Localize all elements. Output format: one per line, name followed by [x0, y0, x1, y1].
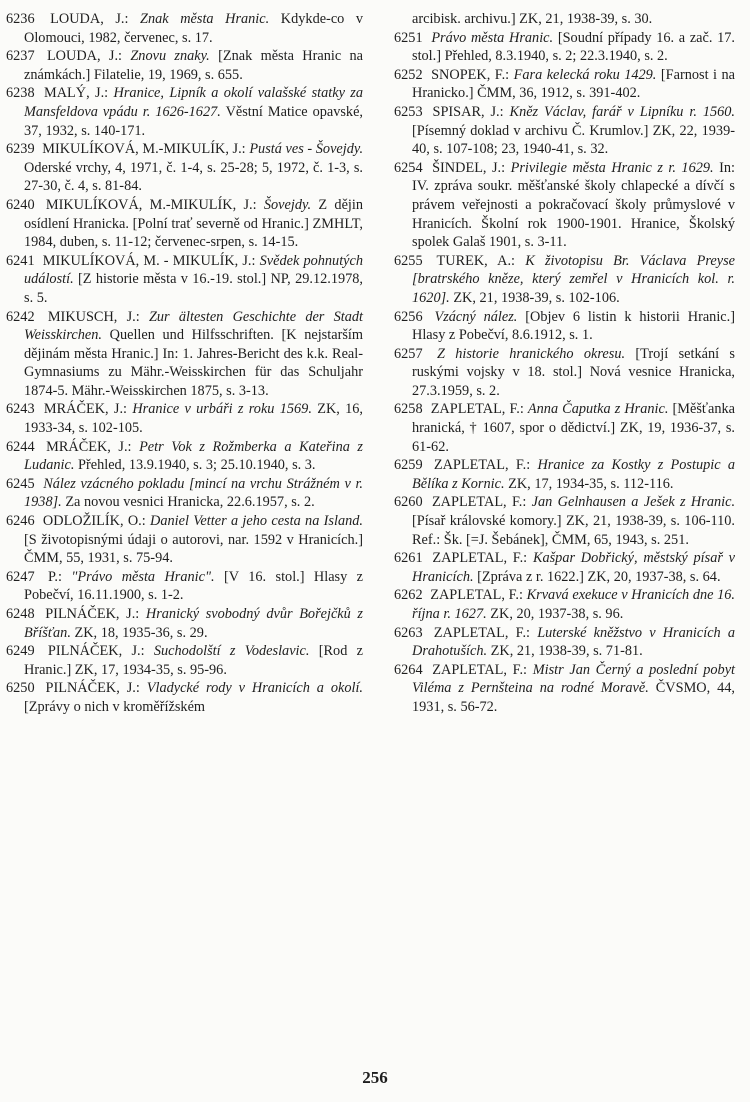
entry-title: Anna Čaputka z Hranic.	[527, 401, 669, 418]
entry-author: PILNÁČEK, J.:	[47, 643, 145, 660]
entry-details: In: IV. zpráva soukr. měšťanské školy chlapecké a dívčí s právem veřejnosti a pokračovací školy průmyslové v Hranicích. Školní rok 1900-1901. Hranice, Školský spolek Galaš 1901, s. 3-11.	[412, 159, 735, 251]
entry-author: ŠINDEL, J.:	[432, 159, 506, 176]
entry-title: Právo města Hranic.	[431, 29, 554, 46]
entry-number: 6241	[6, 252, 35, 269]
bibliography-entry	[6, 400, 363, 437]
entry-author: ZAPLETAL, F.:	[433, 624, 531, 641]
entry-details: ZK, 16, 1933-34, s. 102-105.	[24, 401, 364, 437]
bibliography-entry	[394, 345, 735, 401]
entry-details: [Zprávy o nich v kroměřížském	[24, 698, 206, 715]
entry-title: Privilegie města Hranic z r. 1629.	[510, 159, 714, 176]
bibliography-entry	[394, 10, 735, 29]
entry-title: Daniel Vetter a jeho cesta na Island.	[150, 513, 363, 530]
bibliography-entry	[394, 456, 735, 493]
entry-title: Hranice v urbáři z roku 1569.	[132, 401, 312, 418]
entry-author: SNOPEK, F.:	[431, 66, 510, 83]
entry-number: 6245	[6, 475, 35, 492]
entry-title: Hranice, Lipník a okolí valašské statky za Mansfeldova vpádu r. 1626-1627.	[24, 85, 364, 120]
entry-number: 6244	[6, 438, 35, 455]
entry-details: ZK, 21, 1938-39, s. 102-106.	[453, 289, 620, 306]
entry-details: Přehled, 13.9.1940, s. 3; 25.10.1940, s. 3.	[78, 457, 316, 474]
bibliography-entry	[6, 605, 363, 642]
entry-title: Svědek pohnutých událostí.	[24, 252, 364, 288]
bibliography-entry	[394, 586, 735, 623]
entry-author: MRÁČEK, J.:	[46, 438, 132, 455]
entry-title: Vzácný nález.	[434, 308, 518, 325]
entry-title: Nález vzácného pokladu [mincí na vrchu Strážném v r. 1938].	[24, 475, 363, 511]
bibliography-entry	[6, 84, 363, 140]
left-column	[6, 10, 363, 717]
entry-title: K životopisu Br. Václava Preyse [bratrského kněze, který zemřel v Hranicích kol. r. 1620].	[412, 252, 736, 306]
bibliography-entry	[394, 661, 735, 717]
entry-number: 6248	[6, 606, 35, 622]
bibliography-entry	[6, 252, 363, 308]
entry-title: Petr Vok z Rožmberka a Kateřina z Ludanic.	[24, 438, 363, 474]
entry-author: PILNÁČEK, J.:	[45, 606, 140, 622]
entry-title: Znak města Hranic.	[140, 11, 270, 27]
entry-author: P.:	[48, 568, 62, 585]
bibliography-entry	[394, 308, 735, 345]
entry-details: Věstní Matice opavské, 37, 1932, s. 140-171.	[24, 103, 363, 139]
entry-author: TUREK, A.:	[436, 252, 516, 269]
entry-number: 6255	[394, 252, 423, 269]
entry-details: [V 16. stol.] Hlasy z Pobečví, 16.11.1900, s. 1-2.	[24, 568, 364, 604]
entry-number: 6251	[394, 29, 423, 46]
bibliography-entry	[394, 252, 735, 308]
bibliography-entry	[6, 308, 363, 401]
entry-author: ZAPLETAL, F.:	[431, 494, 527, 511]
entry-details: [Farnost i na Hranicko.] ČMM, 36, 1912, s. 391-402.	[412, 66, 735, 102]
entry-number: 6242	[6, 308, 35, 325]
entry-details: [Zpráva z r. 1622.] ZK, 20, 1937-38, s. 64.	[477, 568, 721, 585]
entry-author: ODLOŽILÍK, O.:	[42, 513, 146, 530]
entry-title: Šovejdy.	[263, 196, 312, 213]
entry-title: Z historie hranického okresu.	[436, 345, 626, 362]
entry-details: [Písař královské komory.] ZK, 21, 1938-39, s. 106-110. Ref.: Šk. [=J. Šebánek], ČMM, 65, 1943, s. 251.	[412, 513, 735, 548]
entry-title: Zur ältesten Geschichte der Stadt Weisskirchen.	[24, 308, 364, 344]
page-number: 256	[362, 1068, 388, 1087]
entry-author: PILNÁČEK, J.:	[45, 680, 140, 697]
entry-title: Krvavá exekuce v Hranicích dne 16. října r. 1627.	[412, 587, 736, 622]
entry-details: [Písemný doklad v archivu Č. Krumlov.] ZK, 22, 1939-40, s. 107-108; 23, 1940-41, s. 32.	[412, 122, 735, 158]
entry-details: Kdykde-co v Olomouci, 1982, červenec, s. 17.	[24, 11, 364, 46]
entry-author: ZAPLETAL, F.:	[430, 587, 523, 604]
entry-title: "Právo města Hranic".	[71, 568, 215, 585]
entry-details: [Rod z Hranic.] ZK, 17, 1934-35, s. 95-96.	[24, 643, 363, 678]
entry-title: Kašpar Dobřický, městský písař v Hranicích.	[412, 550, 736, 585]
entry-author: MIKULÍKOVÁ, M.-MIKULÍK, J.:	[42, 141, 246, 158]
entry-number: 6246	[6, 513, 35, 530]
entry-title: Fara kelecká roku 1429.	[513, 66, 657, 83]
entry-number: 6261	[394, 550, 423, 567]
entry-number: 6262	[394, 587, 423, 604]
entry-details: Za novou vesnici Hranicka, 22.6.1957, s. 2.	[65, 494, 315, 511]
entry-author: MIKULÍKOVÁ, M. - MIKULÍK, J.:	[42, 252, 256, 269]
entry-author: SPISAR, J.:	[432, 103, 504, 120]
entry-details: Z dějin osídlení Hranicka. [Polní trať severně od Hranic.] ZMHLT, 1984, duben, s. 11-12; červenec-srpen, s. 14-15.	[24, 196, 364, 251]
entry-number: 6253	[394, 103, 423, 120]
entry-title: Vladycké rody v Hranicích a okolí.	[146, 680, 363, 697]
entry-number: 6254	[394, 159, 423, 176]
entry-number: 6239	[6, 141, 35, 158]
entry-details: ZK, 21, 1938-39, s. 71-81.	[490, 643, 643, 660]
entry-number: 6236	[6, 11, 35, 27]
entry-details: ZK, 17, 1934-35, s. 112-116.	[508, 475, 674, 492]
bibliography-entry	[6, 196, 363, 252]
bibliography-entry	[394, 29, 735, 66]
entry-author: ZAPLETAL, F.:	[433, 457, 531, 474]
entry-number: 6252	[394, 66, 423, 83]
entry-number: 6256	[394, 308, 423, 325]
entry-number: 6264	[394, 661, 423, 678]
right-column	[394, 10, 735, 717]
bibliography-entry	[394, 66, 735, 103]
entry-title: Luterské kněžstvo v Hranicích a Drahotuších.	[412, 624, 736, 660]
entry-number: 6250	[6, 680, 35, 697]
entry-author: LOUDA, J.:	[46, 48, 122, 65]
bibliography-entry	[6, 47, 363, 84]
entry-title: Pustá ves - Šovejdy.	[249, 141, 364, 158]
entry-number: 6240	[6, 196, 35, 213]
entry-author: MIKUSCH, J.:	[47, 308, 140, 325]
entry-details: [Z historie města v 16.-19. stol.] NP, 29.12.1978, s. 5.	[24, 271, 363, 306]
entry-author: ZAPLETAL, F.:	[430, 401, 524, 418]
bibliography-entry	[6, 10, 363, 47]
entry-author: ZAPLETAL, F.:	[432, 550, 528, 567]
entry-details: ZK, 18, 1935-36, s. 29.	[74, 624, 208, 641]
bibliography-entry	[6, 679, 363, 716]
entry-details: Quellen und Hilfsschriften. [K nejstarším dějinám města Hranic.] In: 1. Jahres-Bericht des k.k. Real-Gymnasiums zu Mähr.-Weisskirchen für das Schuljahr 1874-5. Mähr.-Weisskirchen 1875, s. 3-13.	[24, 327, 363, 399]
entry-number: 6237	[6, 48, 35, 65]
entry-number: 6260	[394, 494, 423, 511]
entry-author: MALÝ, J.:	[43, 85, 109, 102]
entry-details: [S životopisnými údaji o autorovi, nar. 1592 v Hranicích.] ČMM, 55, 1931, s. 75-94.	[24, 531, 363, 567]
entry-details: Oderské vrchy, 4, 1971, č. 1-4, s. 25-28; 5, 1972, č. 1-3, s. 27-30, č. 4, s. 81-84.	[24, 159, 363, 195]
bibliography-entry	[394, 549, 735, 586]
entry-number: 6263	[394, 624, 423, 641]
bibliography-entry	[394, 624, 735, 661]
entry-author: MRÁČEK, J.:	[43, 401, 128, 418]
bibliography-entry	[6, 475, 363, 512]
bibliography-entry	[394, 159, 735, 252]
entry-details: [Měšťanka hranická, † 1607, spor o dědictví.] ZK, 19, 1936-37, s. 61-62.	[412, 401, 736, 455]
entry-details: [Objev 6 listin k historii Hranic.] Hlasy z Pobečví, 8.6.1912, s. 1.	[412, 308, 735, 344]
entry-number: 6257	[394, 345, 423, 362]
entry-author: LOUDA, J.:	[50, 11, 129, 27]
entry-title: Mistr Jan Černý a poslední pobyt Viléma z Pernšteina na rodné Moravě.	[412, 661, 736, 697]
entry-number: 6243	[6, 401, 35, 418]
entry-details: [Trojí setkání s ruskými vojsky v 18. stol.] Nová vesnice Hranicka, 27.3.1959, s. 2.	[412, 345, 735, 399]
entry-number: 6259	[394, 457, 423, 474]
entry-title: Hranický svobodný dvůr Bořejčků z Bříšťan.	[24, 606, 363, 641]
entry-title: Suchodolští z Vodeslavic.	[153, 643, 310, 660]
bibliography-entry	[6, 140, 363, 196]
entry-details: ČVSMO, 44, 1931, s. 56-72.	[412, 680, 736, 715]
bibliography-entry	[6, 438, 363, 475]
entry-author: ZAPLETAL, F.:	[432, 661, 528, 678]
entry-title: Hranice za Kostky z Postupic a Bělíka z Kornic.	[412, 457, 735, 492]
entry-number: 6258	[394, 401, 423, 418]
bibliography-entry	[394, 493, 735, 549]
entry-details: arcibisk. archivu.] ZK, 21, 1938-39, s. 30.	[412, 11, 653, 27]
entry-details: ZK, 20, 1937-38, s. 96.	[490, 606, 624, 622]
bibliography-entry	[6, 642, 363, 679]
entry-title: Znovu znaky.	[130, 48, 210, 65]
entry-author: MIKULÍKOVÁ, M.-MIKULÍK, J.:	[45, 196, 257, 213]
entry-number: 6238	[6, 85, 35, 102]
bibliography-entry	[394, 103, 735, 159]
entry-details: [Znak města Hranic na známkách.] Filatelie, 19, 1969, s. 655.	[24, 48, 363, 83]
bibliography-entry	[394, 400, 735, 456]
entry-title: Kněz Václav, farář v Lipníku r. 1560.	[509, 103, 735, 120]
entry-number: 6249	[6, 643, 35, 660]
bibliography-entry	[6, 512, 363, 568]
entry-number: 6247	[6, 568, 35, 585]
entry-details: [Soudní případy 16. a zač. 17. stol.] Přehled, 8.3.1940, s. 2; 22.3.1940, s. 2.	[412, 29, 736, 65]
entry-title: Jan Gelnhausen a Ješek z Hranic.	[531, 494, 736, 511]
bibliography-entry	[6, 568, 363, 605]
